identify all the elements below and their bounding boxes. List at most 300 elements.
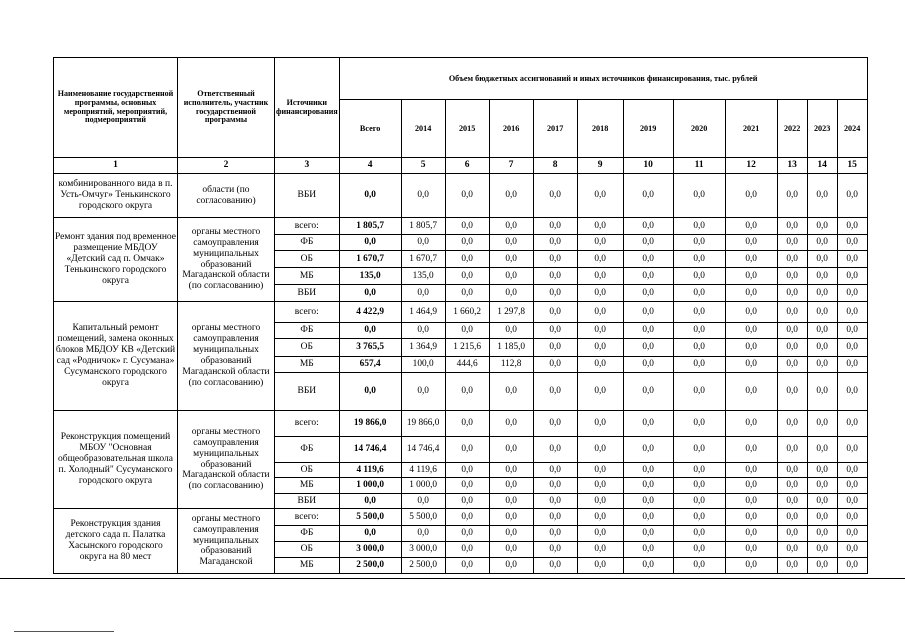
year-2014-value: 0,0 [401, 235, 445, 251]
year-value-zero: 0,0 [725, 509, 777, 526]
year-value-zero: 0,0 [533, 463, 577, 478]
year-value-zero: 0,0 [725, 174, 777, 218]
year-value-zero: 0,0 [533, 373, 577, 411]
year-2014-value: 0,0 [401, 323, 445, 339]
year-value-zero: 0,0 [777, 285, 807, 302]
year-value-zero: 0,0 [725, 235, 777, 251]
year-value-zero: 0,0 [777, 235, 807, 251]
total-value: 3 765,5 [339, 339, 401, 357]
year-value-zero: 0,0 [777, 494, 807, 509]
year-value-zero: 0,0 [577, 323, 623, 339]
total-value: 0,0 [339, 235, 401, 251]
year-2016-value: 0,0 [489, 542, 533, 558]
column-number: 13 [777, 158, 807, 174]
total-value: 4 422,9 [339, 302, 401, 323]
responsible-executor: органы местного самоуправления муниципальных образований Магаданской [178, 509, 275, 574]
year-2015-value: 0,0 [445, 437, 489, 463]
year-value-zero: 0,0 [725, 218, 777, 235]
year-value-zero: 0,0 [673, 302, 725, 323]
year-value-zero: 0,0 [623, 339, 673, 357]
year-2014-value: 1 670,7 [401, 251, 445, 268]
year-2016-value: 0,0 [489, 437, 533, 463]
year-value-zero: 0,0 [777, 357, 807, 373]
year-2015-value: 0,0 [445, 235, 489, 251]
year-value-zero: 0,0 [837, 357, 867, 373]
year-2016-value: 0,0 [489, 411, 533, 437]
year-value-zero: 0,0 [623, 437, 673, 463]
column-number: 10 [623, 158, 673, 174]
year-value-zero: 0,0 [807, 323, 837, 339]
year-2015-value: 0,0 [445, 494, 489, 509]
program-item-name: Капитальный ремонт помещений, замена оконных блоков МБДОУ КВ «Детский сад «Родничок» г. Сусумана» Сусуманского городского округа [54, 302, 178, 411]
year-value-zero: 0,0 [837, 411, 867, 437]
column-number: 12 [725, 158, 777, 174]
year-value-zero: 0,0 [623, 174, 673, 218]
year-value-zero: 0,0 [725, 285, 777, 302]
year-value-zero: 0,0 [577, 268, 623, 285]
financing-source: ВБИ [275, 174, 340, 218]
footer-rule [14, 631, 114, 632]
year-value-zero: 0,0 [623, 302, 673, 323]
year-value-zero: 0,0 [533, 251, 577, 268]
financing-source: ФБ [275, 323, 340, 339]
total-value: 5 500,0 [339, 509, 401, 526]
year-value-zero: 0,0 [533, 411, 577, 437]
year-2016-value: 0,0 [489, 268, 533, 285]
year-value-zero: 0,0 [777, 542, 807, 558]
year-value-zero: 0,0 [673, 558, 725, 574]
year-value-zero: 0,0 [807, 339, 837, 357]
year-value-zero: 0,0 [807, 268, 837, 285]
year-value-zero: 0,0 [807, 526, 837, 542]
financing-source: ВБИ [275, 494, 340, 509]
year-value-zero: 0,0 [777, 323, 807, 339]
year-value-zero: 0,0 [673, 235, 725, 251]
total-value: 0,0 [339, 174, 401, 218]
year-value-zero: 0,0 [837, 373, 867, 411]
year-value-zero: 0,0 [837, 478, 867, 494]
year-value-zero: 0,0 [533, 235, 577, 251]
header-year: 2021 [725, 100, 777, 158]
year-2015-value: 0,0 [445, 478, 489, 494]
responsible-executor: органы местного самоуправления муниципальных образований Магаданской области (по согласованию) [178, 218, 275, 302]
financing-source: всего: [275, 411, 340, 437]
year-value-zero: 0,0 [673, 339, 725, 357]
year-value-zero: 0,0 [577, 373, 623, 411]
header-year: 2016 [489, 100, 533, 158]
column-number: 2 [178, 158, 275, 174]
year-value-zero: 0,0 [725, 542, 777, 558]
header-year: 2015 [445, 100, 489, 158]
total-value: 19 866,0 [339, 411, 401, 437]
year-value-zero: 0,0 [837, 542, 867, 558]
year-value-zero: 0,0 [623, 558, 673, 574]
year-value-zero: 0,0 [577, 235, 623, 251]
year-value-zero: 0,0 [533, 357, 577, 373]
year-value-zero: 0,0 [777, 463, 807, 478]
total-value: 135,0 [339, 268, 401, 285]
year-2014-value: 2 500,0 [401, 558, 445, 574]
year-2016-value: 0,0 [489, 285, 533, 302]
year-value-zero: 0,0 [807, 373, 837, 411]
year-value-zero: 0,0 [725, 268, 777, 285]
year-value-zero: 0,0 [725, 373, 777, 411]
year-2015-value: 0,0 [445, 509, 489, 526]
year-value-zero: 0,0 [673, 218, 725, 235]
header-year: 2023 [807, 100, 837, 158]
year-value-zero: 0,0 [623, 285, 673, 302]
year-2015-value: 0,0 [445, 285, 489, 302]
year-value-zero: 0,0 [777, 558, 807, 574]
financing-source: всего: [275, 509, 340, 526]
year-value-zero: 0,0 [533, 558, 577, 574]
year-value-zero: 0,0 [777, 268, 807, 285]
year-value-zero: 0,0 [577, 494, 623, 509]
year-2014-value: 19 866,0 [401, 411, 445, 437]
year-value-zero: 0,0 [725, 478, 777, 494]
program-item-name: Реконструкция здания детского сада п. Палатка Хасынского городского округа на 80 мест [54, 509, 178, 574]
header-year: 2017 [533, 100, 577, 158]
year-2016-value: 0,0 [489, 323, 533, 339]
year-value-zero: 0,0 [623, 235, 673, 251]
year-value-zero: 0,0 [777, 302, 807, 323]
year-2015-value: 0,0 [445, 174, 489, 218]
program-item-name: Ремонт здания под временное размещение МБДОУ «Детский сад п. Омчак» Тенькинского городского округа [54, 218, 178, 302]
year-2016-value: 112,8 [489, 357, 533, 373]
total-value: 1 000,0 [339, 478, 401, 494]
financing-source: ФБ [275, 437, 340, 463]
year-value-zero: 0,0 [807, 437, 837, 463]
year-value-zero: 0,0 [725, 251, 777, 268]
year-2016-value: 0,0 [489, 558, 533, 574]
year-value-zero: 0,0 [673, 268, 725, 285]
year-value-zero: 0,0 [533, 526, 577, 542]
year-value-zero: 0,0 [577, 463, 623, 478]
year-2014-value: 1 464,9 [401, 302, 445, 323]
year-value-zero: 0,0 [725, 302, 777, 323]
year-2016-value: 0,0 [489, 478, 533, 494]
year-value-zero: 0,0 [577, 218, 623, 235]
year-value-zero: 0,0 [807, 218, 837, 235]
year-value-zero: 0,0 [837, 526, 867, 542]
year-2016-value: 0,0 [489, 235, 533, 251]
year-value-zero: 0,0 [623, 373, 673, 411]
year-value-zero: 0,0 [837, 285, 867, 302]
year-value-zero: 0,0 [577, 357, 623, 373]
year-value-zero: 0,0 [623, 411, 673, 437]
total-value: 657,4 [339, 357, 401, 373]
year-value-zero: 0,0 [533, 509, 577, 526]
program-item-name: Реконструкция помещений МБОУ "Основная общеобразовательная школа п. Холодный" Сусуманского городского округа [54, 411, 178, 509]
year-value-zero: 0,0 [777, 174, 807, 218]
year-value-zero: 0,0 [673, 526, 725, 542]
year-value-zero: 0,0 [623, 509, 673, 526]
year-value-zero: 0,0 [837, 302, 867, 323]
financing-source: МБ [275, 558, 340, 574]
table-row [54, 174, 868, 218]
year-2016-value: 0,0 [489, 509, 533, 526]
year-value-zero: 0,0 [725, 357, 777, 373]
year-value-zero: 0,0 [577, 526, 623, 542]
year-value-zero: 0,0 [837, 494, 867, 509]
year-value-zero: 0,0 [807, 302, 837, 323]
column-number: 6 [445, 158, 489, 174]
year-2014-value: 4 119,6 [401, 463, 445, 478]
total-value: 2 500,0 [339, 558, 401, 574]
year-value-zero: 0,0 [725, 526, 777, 542]
year-value-zero: 0,0 [533, 218, 577, 235]
responsible-executor: области (по согласованию) [178, 174, 275, 218]
responsible-executor: органы местного самоуправления муниципальных образований Магаданской области (по согласованию) [178, 411, 275, 509]
year-2016-value: 0,0 [489, 526, 533, 542]
year-value-zero: 0,0 [577, 542, 623, 558]
year-value-zero: 0,0 [673, 285, 725, 302]
year-2014-value: 1 805,7 [401, 218, 445, 235]
year-value-zero: 0,0 [807, 235, 837, 251]
year-value-zero: 0,0 [837, 174, 867, 218]
financing-source: ОБ [275, 463, 340, 478]
year-2014-value: 0,0 [401, 494, 445, 509]
year-value-zero: 0,0 [807, 251, 837, 268]
year-value-zero: 0,0 [533, 302, 577, 323]
year-value-zero: 0,0 [673, 411, 725, 437]
year-value-zero: 0,0 [623, 526, 673, 542]
year-value-zero: 0,0 [533, 494, 577, 509]
year-2015-value: 0,0 [445, 558, 489, 574]
financing-source: ФБ [275, 235, 340, 251]
column-number: 15 [837, 158, 867, 174]
year-2016-value: 0,0 [489, 218, 533, 235]
total-value: 1 670,7 [339, 251, 401, 268]
year-value-zero: 0,0 [777, 526, 807, 542]
total-value: 0,0 [339, 494, 401, 509]
year-2015-value: 444,6 [445, 357, 489, 373]
header-year: 2020 [673, 100, 725, 158]
year-2015-value: 0,0 [445, 323, 489, 339]
year-value-zero: 0,0 [807, 509, 837, 526]
year-value-zero: 0,0 [577, 339, 623, 357]
year-2014-value: 135,0 [401, 268, 445, 285]
year-value-zero: 0,0 [533, 174, 577, 218]
column-number: 5 [401, 158, 445, 174]
year-value-zero: 0,0 [577, 285, 623, 302]
year-2015-value: 1 660,2 [445, 302, 489, 323]
year-2014-value: 0,0 [401, 174, 445, 218]
year-value-zero: 0,0 [533, 478, 577, 494]
column-number: 7 [489, 158, 533, 174]
year-2014-value: 14 746,4 [401, 437, 445, 463]
year-value-zero: 0,0 [623, 357, 673, 373]
financing-source: ФБ [275, 526, 340, 542]
column-number: 8 [533, 158, 577, 174]
year-value-zero: 0,0 [673, 251, 725, 268]
year-value-zero: 0,0 [725, 558, 777, 574]
total-value: 0,0 [339, 323, 401, 339]
financing-source: ОБ [275, 339, 340, 357]
year-value-zero: 0,0 [777, 411, 807, 437]
year-2016-value: 0,0 [489, 373, 533, 411]
year-value-zero: 0,0 [673, 373, 725, 411]
year-value-zero: 0,0 [533, 437, 577, 463]
year-2014-value: 1 364,9 [401, 339, 445, 357]
financing-source: ВБИ [275, 285, 340, 302]
column-number: 14 [807, 158, 837, 174]
year-value-zero: 0,0 [777, 339, 807, 357]
year-2015-value: 0,0 [445, 373, 489, 411]
year-value-zero: 0,0 [533, 339, 577, 357]
header-year: 2024 [837, 100, 867, 158]
year-value-zero: 0,0 [673, 323, 725, 339]
year-value-zero: 0,0 [623, 251, 673, 268]
year-2014-value: 1 000,0 [401, 478, 445, 494]
financing-source: ОБ [275, 251, 340, 268]
total-value: 0,0 [339, 526, 401, 542]
year-2014-value: 0,0 [401, 373, 445, 411]
header-budget-volume: Объем бюджетных ассигнований и иных источников финансирования, тыс. рублей [339, 58, 867, 100]
year-value-zero: 0,0 [533, 542, 577, 558]
year-value-zero: 0,0 [777, 373, 807, 411]
year-value-zero: 0,0 [673, 542, 725, 558]
year-value-zero: 0,0 [837, 437, 867, 463]
year-value-zero: 0,0 [837, 323, 867, 339]
year-2014-value: 0,0 [401, 526, 445, 542]
budget-table [53, 57, 868, 574]
year-value-zero: 0,0 [577, 174, 623, 218]
year-value-zero: 0,0 [623, 323, 673, 339]
year-value-zero: 0,0 [777, 437, 807, 463]
year-value-zero: 0,0 [623, 218, 673, 235]
year-value-zero: 0,0 [623, 542, 673, 558]
year-2016-value: 0,0 [489, 251, 533, 268]
year-value-zero: 0,0 [673, 494, 725, 509]
year-value-zero: 0,0 [577, 302, 623, 323]
year-value-zero: 0,0 [807, 357, 837, 373]
year-2016-value: 0,0 [489, 174, 533, 218]
year-value-zero: 0,0 [577, 558, 623, 574]
header-year: 2022 [777, 100, 807, 158]
year-value-zero: 0,0 [837, 268, 867, 285]
year-2015-value: 0,0 [445, 251, 489, 268]
year-value-zero: 0,0 [623, 463, 673, 478]
year-value-zero: 0,0 [623, 268, 673, 285]
year-2016-value: 1 297,8 [489, 302, 533, 323]
financing-source: МБ [275, 268, 340, 285]
column-number: 1 [54, 158, 178, 174]
year-value-zero: 0,0 [673, 463, 725, 478]
table-row [54, 218, 868, 235]
year-value-zero: 0,0 [807, 411, 837, 437]
financing-source: всего: [275, 302, 340, 323]
year-value-zero: 0,0 [837, 509, 867, 526]
financing-source: МБ [275, 357, 340, 373]
year-2015-value: 0,0 [445, 268, 489, 285]
year-value-zero: 0,0 [673, 174, 725, 218]
table-row [54, 302, 868, 323]
year-2015-value: 1 215,6 [445, 339, 489, 357]
year-value-zero: 0,0 [533, 268, 577, 285]
year-value-zero: 0,0 [777, 218, 807, 235]
year-2015-value: 0,0 [445, 526, 489, 542]
column-number: 4 [339, 158, 401, 174]
year-value-zero: 0,0 [725, 494, 777, 509]
year-value-zero: 0,0 [837, 339, 867, 357]
year-value-zero: 0,0 [837, 235, 867, 251]
year-value-zero: 0,0 [837, 218, 867, 235]
financing-source: всего: [275, 218, 340, 235]
year-value-zero: 0,0 [725, 437, 777, 463]
total-value: 14 746,4 [339, 437, 401, 463]
year-value-zero: 0,0 [725, 411, 777, 437]
page-cut-line [0, 578, 905, 579]
year-value-zero: 0,0 [577, 509, 623, 526]
year-value-zero: 0,0 [725, 463, 777, 478]
year-value-zero: 0,0 [725, 339, 777, 357]
year-2016-value: 0,0 [489, 463, 533, 478]
year-value-zero: 0,0 [577, 478, 623, 494]
total-value: 0,0 [339, 373, 401, 411]
responsible-executor: органы местного самоуправления муниципальных образований Магаданской области (по согласованию) [178, 302, 275, 411]
table-row [54, 411, 868, 437]
year-2016-value: 1 185,0 [489, 339, 533, 357]
header-financing-source: Источники финансирования [275, 58, 340, 158]
year-value-zero: 0,0 [807, 478, 837, 494]
year-value-zero: 0,0 [577, 411, 623, 437]
year-value-zero: 0,0 [577, 251, 623, 268]
year-value-zero: 0,0 [533, 323, 577, 339]
year-value-zero: 0,0 [673, 437, 725, 463]
year-value-zero: 0,0 [725, 323, 777, 339]
financing-source: МБ [275, 478, 340, 494]
year-value-zero: 0,0 [777, 509, 807, 526]
year-value-zero: 0,0 [623, 478, 673, 494]
header-program-name: Наименование государственной программы, основных мероприятий, мероприятий, подмероприятий [54, 58, 178, 158]
year-value-zero: 0,0 [807, 542, 837, 558]
header-total: Всего [339, 100, 401, 158]
column-number: 11 [673, 158, 725, 174]
year-value-zero: 0,0 [837, 251, 867, 268]
financing-source: ВБИ [275, 373, 340, 411]
year-value-zero: 0,0 [807, 174, 837, 218]
header-year: 2019 [623, 100, 673, 158]
year-2015-value: 0,0 [445, 463, 489, 478]
year-2015-value: 0,0 [445, 218, 489, 235]
header-year: 2018 [577, 100, 623, 158]
year-value-zero: 0,0 [807, 558, 837, 574]
year-value-zero: 0,0 [807, 494, 837, 509]
year-value-zero: 0,0 [673, 509, 725, 526]
year-value-zero: 0,0 [673, 357, 725, 373]
total-value: 1 805,7 [339, 218, 401, 235]
year-2014-value: 100,0 [401, 357, 445, 373]
year-value-zero: 0,0 [533, 285, 577, 302]
total-value: 3 000,0 [339, 542, 401, 558]
header-year: 2014 [401, 100, 445, 158]
year-2014-value: 3 000,0 [401, 542, 445, 558]
year-value-zero: 0,0 [807, 463, 837, 478]
year-2015-value: 0,0 [445, 411, 489, 437]
year-2014-value: 5 500,0 [401, 509, 445, 526]
column-number: 3 [275, 158, 340, 174]
column-number: 9 [577, 158, 623, 174]
year-value-zero: 0,0 [807, 285, 837, 302]
program-item-name: комбинированного вида в п. Усть-Омчуг» Тенькинского городского округа [54, 174, 178, 218]
year-2014-value: 0,0 [401, 285, 445, 302]
table-row [54, 509, 868, 526]
year-value-zero: 0,0 [777, 251, 807, 268]
year-2016-value: 0,0 [489, 494, 533, 509]
total-value: 4 119,6 [339, 463, 401, 478]
year-value-zero: 0,0 [837, 463, 867, 478]
